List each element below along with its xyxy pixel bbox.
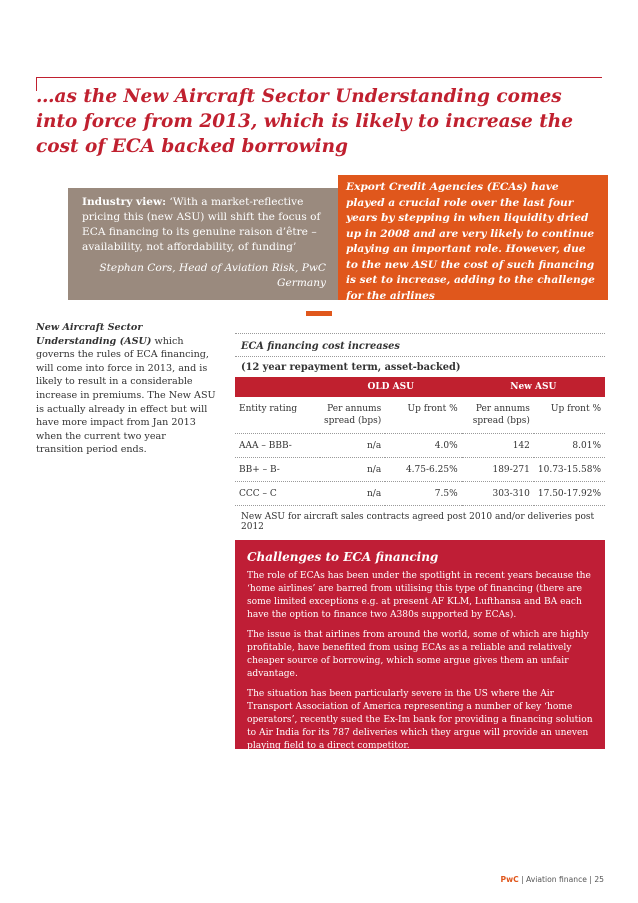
page-headline: …as the New Aircraft Sector Understanding comes into force from 2013, which is likely to increase the cost of ECA backed borrowing xyxy=(36,86,574,157)
table-cell: AAA – BBB- xyxy=(235,434,320,458)
eca-callout: Export Credit Agencies (ECAs) have played a crucial role over the last four years by stepping in when liquidity dried up in 2008 and are very likely to continue playing an important role. However, due to the new ASU the cost of such financing is set to increase, adding to the challenge for the airlines xyxy=(338,175,608,300)
asu-sidebar-text xyxy=(36,321,216,457)
col-header: Up front % xyxy=(385,397,461,434)
table-cell: 10.73-15.58% xyxy=(534,458,605,482)
challenges-paragraph: The role of ECAs has been under the spotlight in recent years because the ‘home airlines’ are barred from utilising this type of financing (there are some limited exceptions e.g. at present AF KLM, Lufthansa and BA each have the option to finance two A380s supported by ECAs). xyxy=(247,571,591,620)
col-header: Per annums spread (bps) xyxy=(462,397,534,434)
table-subtitle: (12 year repayment term, asset-backed) xyxy=(241,362,461,373)
table-title: ECA financing cost increases xyxy=(241,341,400,352)
table-cell: 142 xyxy=(462,434,534,458)
table-note: New ASU for aircraft sales contracts agreed post 2010 and/or deliveries post 2012 xyxy=(241,512,595,532)
eca-cost-table-block xyxy=(235,333,605,553)
table-row xyxy=(235,482,605,506)
table-cell: 17.50-17.92% xyxy=(534,482,605,506)
footer-section: Aviation finance xyxy=(526,875,587,884)
page-number: 25 xyxy=(594,875,604,884)
eca-cost-table xyxy=(235,377,605,506)
asu-sidebar-bold: New Aircraft Sector Understanding (ASU) xyxy=(36,322,152,347)
footer-separator: | xyxy=(586,875,595,884)
quote-label: Industry view: xyxy=(82,196,166,208)
table-cell: 189-271 xyxy=(462,458,534,482)
table-cell: n/a xyxy=(320,458,385,482)
table-cell: n/a xyxy=(320,482,385,506)
footer-separator: | xyxy=(518,875,527,884)
challenges-paragraph: The issue is that airlines from around the world, some of which are highly profitable, have benefited from using ECAs as a reliable and relatively cheaper source of borrowing, which some argue gives them an unfair advantage. xyxy=(247,630,589,679)
table-cell: 4.75-6.25% xyxy=(385,458,461,482)
table-cell: 4.0% xyxy=(385,434,461,458)
quote-attribution: Stephan Cors, Head of Aviation Risk, PwC Germany xyxy=(99,262,326,289)
col-header: Entity rating xyxy=(235,397,320,434)
table-cell: 303-310 xyxy=(462,482,534,506)
challenges-panel xyxy=(235,540,605,749)
table-row xyxy=(235,458,605,482)
challenges-paragraph: The situation has been particularly severe in the US where the Air Transport Association of America representing a number of key ‘home operators’, recently sued the Ex-Im bank for providing a financing solution to Air India for its 787 deliveries which they argue will provide an uneven playing field to a direct competitor. xyxy=(247,689,593,751)
group-header-blank xyxy=(235,377,320,397)
orange-dash xyxy=(306,311,332,316)
top-rule xyxy=(36,77,602,78)
table-cell: CCC – C xyxy=(235,482,320,506)
col-header: Per annums spread (bps) xyxy=(320,397,385,434)
table-row xyxy=(235,434,605,458)
table-cell: n/a xyxy=(320,434,385,458)
asu-sidebar-body: which governs the rules of ECA financing, will come into force in 2013, and is likely to result in a considerable increase in premiums. The New ASU is actually already in effect but will have more impact from Jan 2013 when the current two year transition period ends. xyxy=(36,335,216,456)
table-cell: 7.5% xyxy=(385,482,461,506)
industry-view-quote xyxy=(68,188,338,300)
col-header: Up front % xyxy=(534,397,605,434)
page-footer xyxy=(501,875,605,884)
quote-text: ‘With a market-reflective pricing this (new ASU) will shift the focus of ECA financing to its genuine raison d’être – availability, not affordability, of funding’ xyxy=(82,196,321,253)
table-cell: 8.01% xyxy=(534,434,605,458)
challenges-title: Challenges to ECA financing xyxy=(247,550,439,564)
table-cell: BB+ – B- xyxy=(235,458,320,482)
group-header-new: New ASU xyxy=(462,377,605,397)
footer-brand: PwC xyxy=(500,875,519,884)
group-header-old: OLD ASU xyxy=(320,377,462,397)
